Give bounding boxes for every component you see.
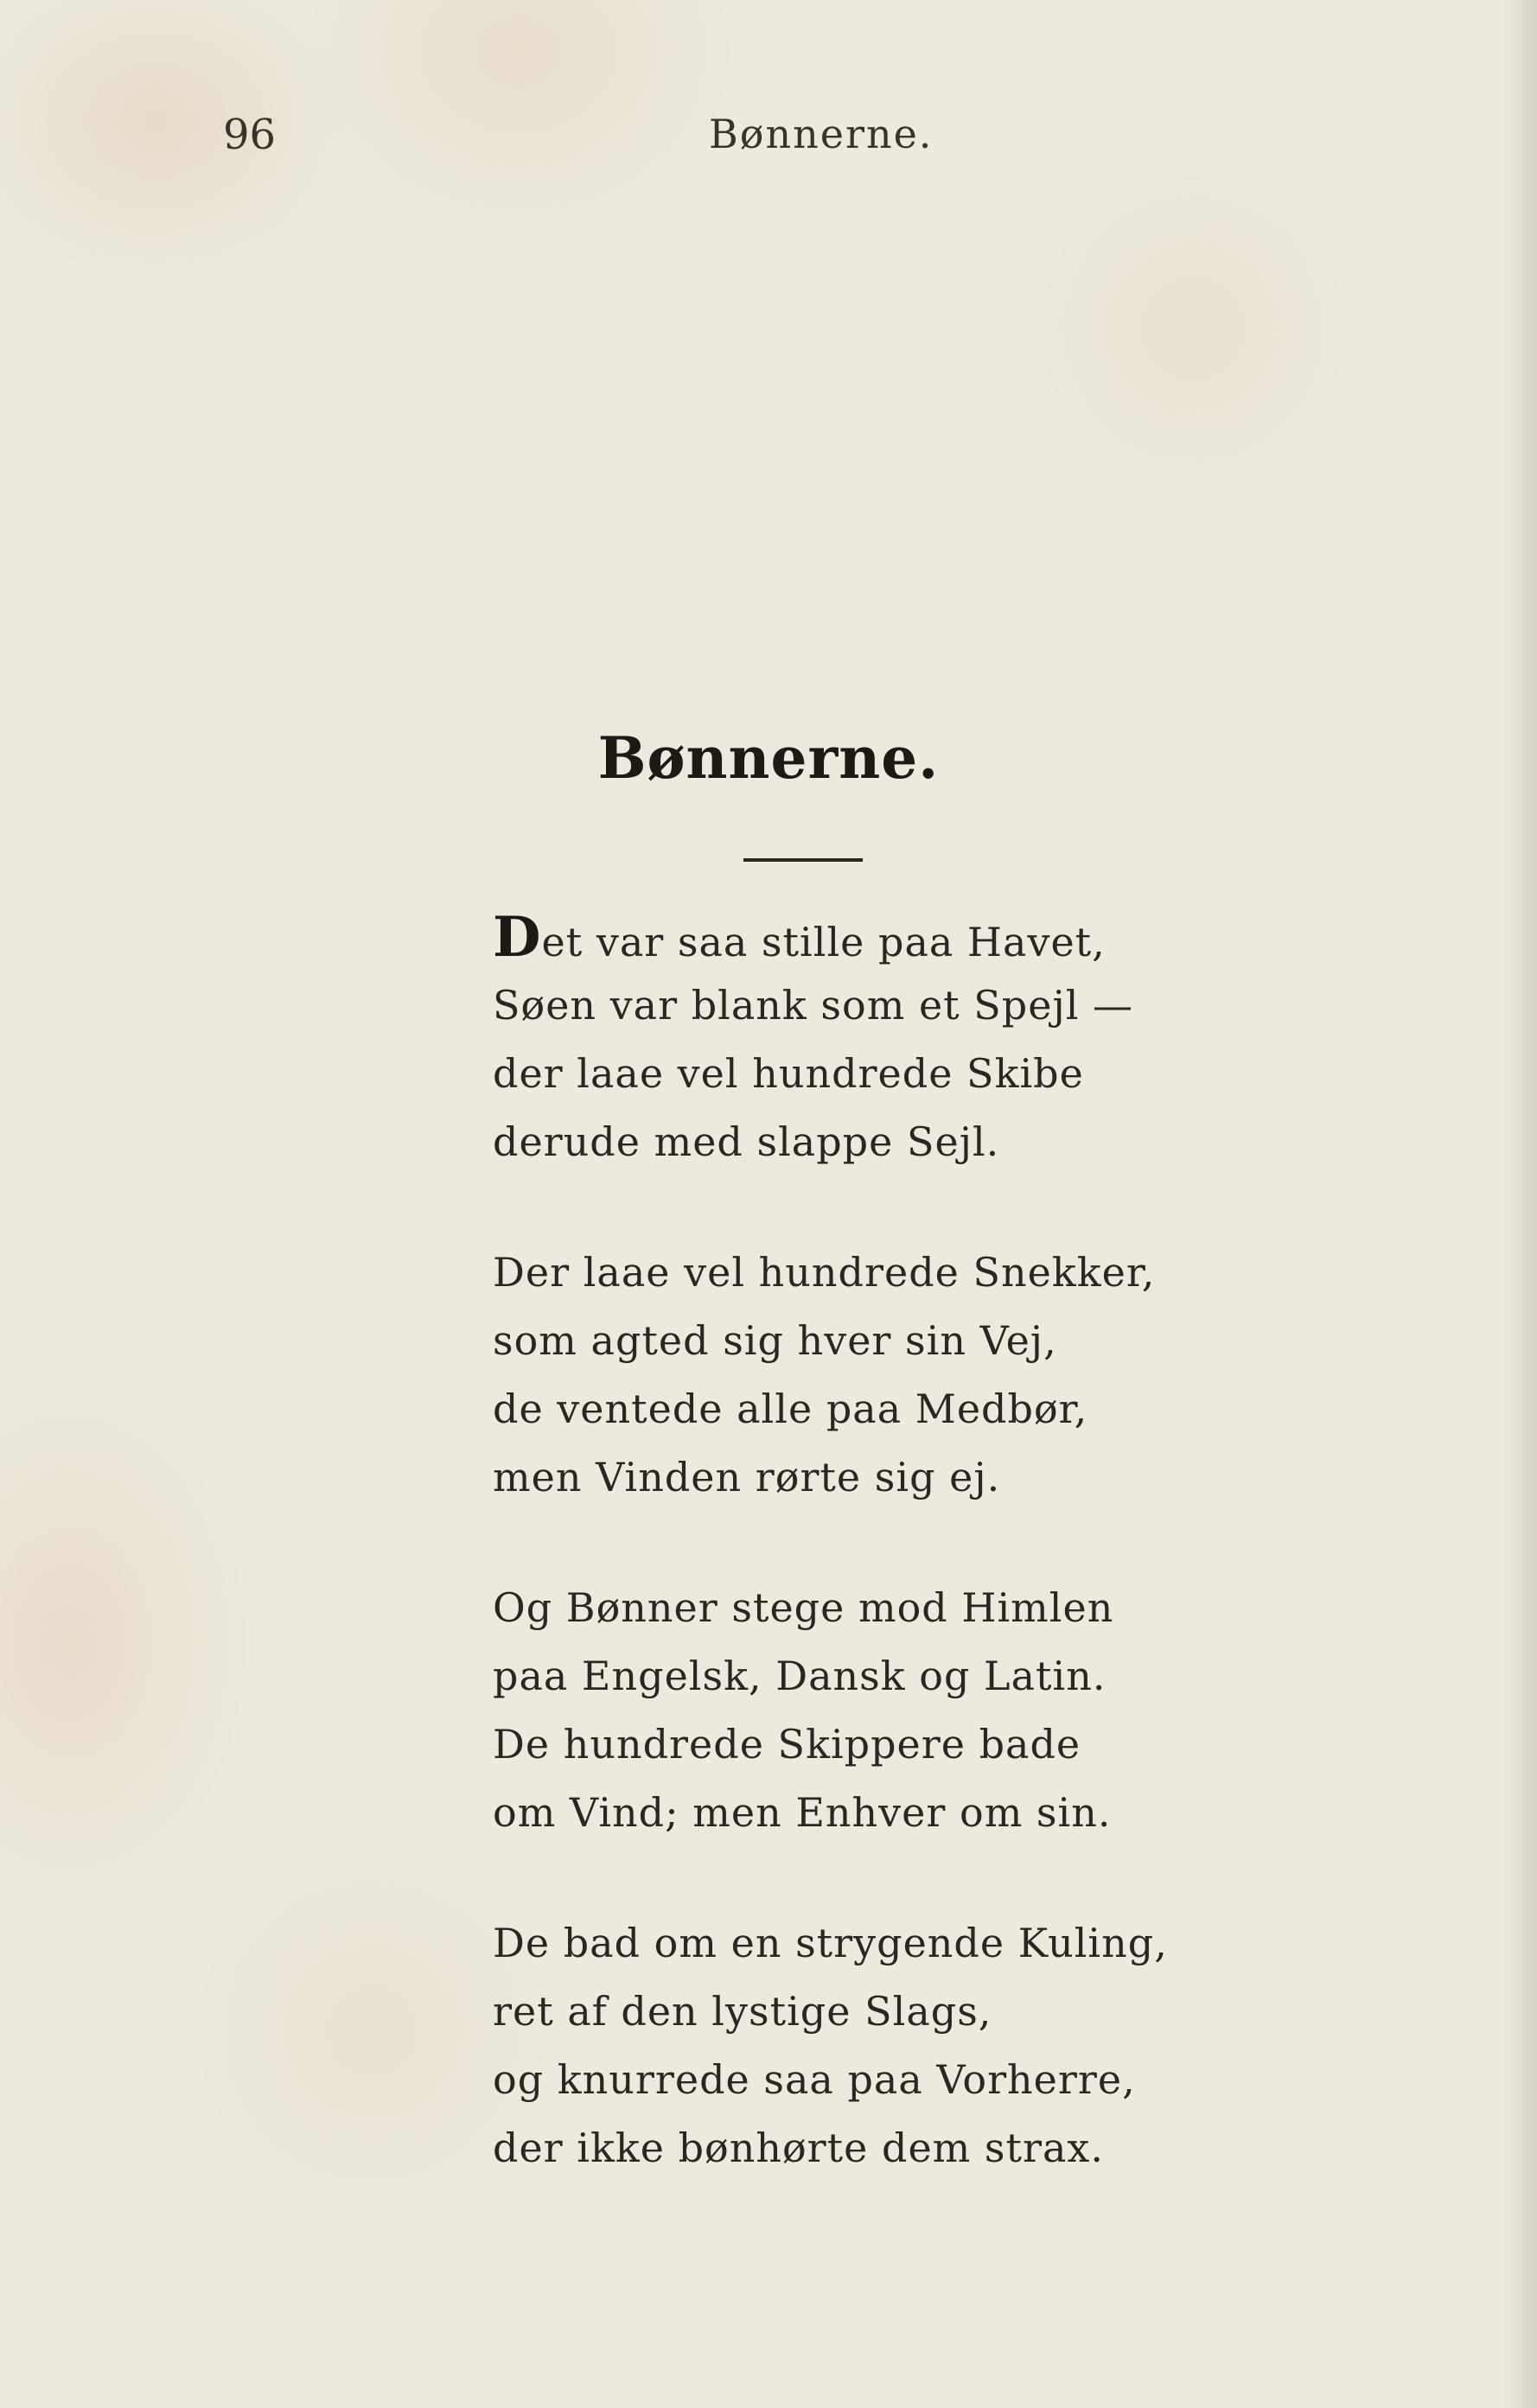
poem-line: De hundrede Skippere bade xyxy=(493,1721,1081,1768)
poem-line: men Vinden rørte sig ej. xyxy=(493,1454,1001,1500)
poem-line xyxy=(493,903,1271,971)
page-number: 96 xyxy=(223,111,277,159)
drop-cap: D xyxy=(493,905,542,970)
page-edge-shadow xyxy=(1502,0,1537,2408)
stanza-3 xyxy=(493,1574,1271,1847)
poem-line: Og Bønner stege mod Himlen xyxy=(493,1584,1114,1631)
poem-line: om Vind; men Enhver om sin. xyxy=(493,1789,1112,1836)
poem-line: de ventede alle paa Medbør, xyxy=(493,1386,1088,1432)
poem-line: Der laae vel hundrede Snekker, xyxy=(493,1249,1156,1296)
page-header xyxy=(0,111,1537,180)
title-rule xyxy=(743,858,863,862)
poem-line: ret af den lystige Slags, xyxy=(493,1988,992,2035)
poem-body xyxy=(493,903,1271,2245)
stanza-2 xyxy=(493,1239,1271,1512)
poem-line: derude med slappe Sejl. xyxy=(493,1118,1000,1165)
poem-line: Søen var blank som et Spejl — xyxy=(493,982,1134,1029)
poem-line: De bad om en strygende Kuling, xyxy=(493,1920,1168,1966)
poem-line: der laae vel hundrede Skibe xyxy=(493,1050,1084,1097)
poem-title: Bønnerne. xyxy=(597,724,940,792)
poem-line: og knurrede saa paa Vorherre, xyxy=(493,2056,1136,2103)
poem-line: paa Engelsk, Dansk og Latin. xyxy=(493,1653,1107,1699)
poem-line: som agted sig hver sin Vej, xyxy=(493,1317,1057,1364)
stanza-1 xyxy=(493,903,1271,1176)
running-head: Bønnerne. xyxy=(709,111,934,157)
line-text: et var saa stille paa Havet, xyxy=(541,919,1106,965)
poem-line: der ikke bønhørte dem strax. xyxy=(493,2125,1104,2171)
stanza-4 xyxy=(493,1909,1271,2182)
